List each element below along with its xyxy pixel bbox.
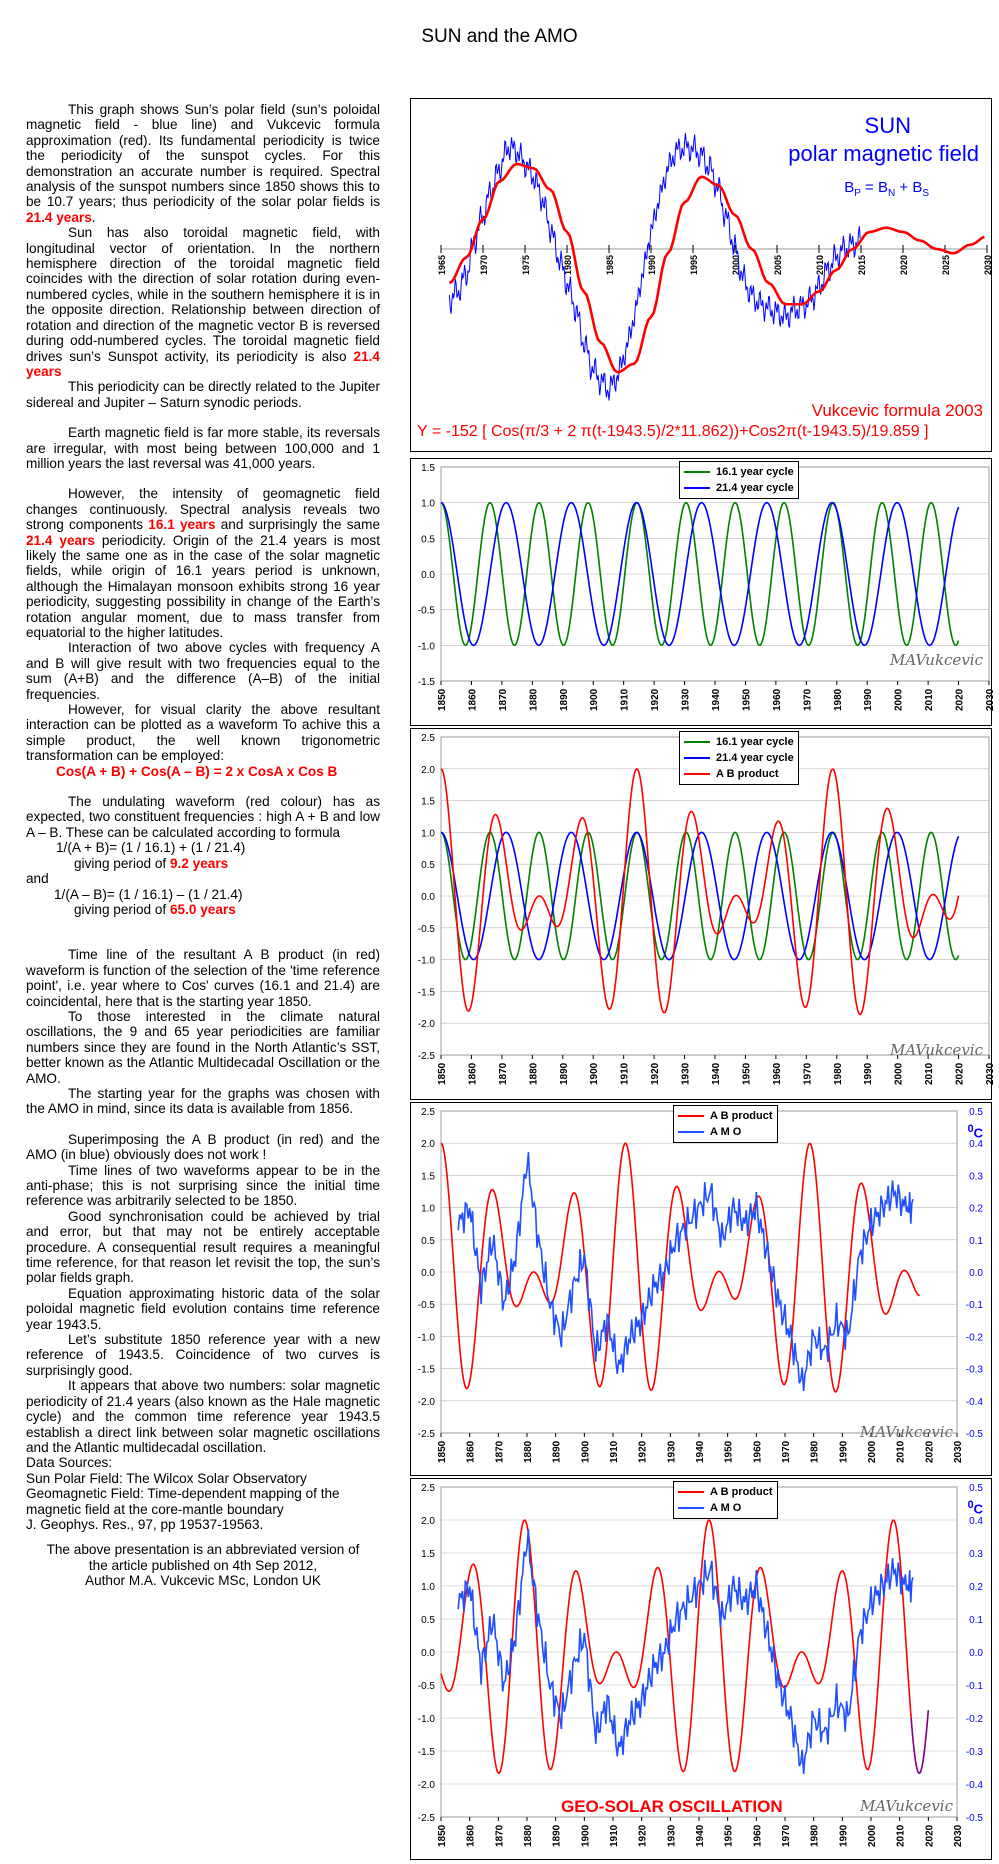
legend-item: 21.4 year cycle xyxy=(684,480,794,496)
x-tick-label: 2010 xyxy=(815,254,825,275)
paragraph: The undulating waveform (red colour) has as expected, two constituent frequencies : high A + B and low A – B. These can be calculated according to formula xyxy=(26,794,380,840)
x-tick-label: 1870 xyxy=(497,688,509,711)
x-tick-label: 1950 xyxy=(723,1824,735,1847)
x-tick-label: 1920 xyxy=(637,1824,649,1847)
x-tick-label: 1950 xyxy=(741,688,753,711)
x-tick-label: 1960 xyxy=(771,1062,783,1085)
legend-item: A B product xyxy=(678,1484,773,1500)
x-tick-label: 2030 xyxy=(983,254,993,275)
series-line xyxy=(458,1529,913,1774)
page-title: SUN and the AMO xyxy=(421,26,578,47)
y-tick-label: -2.0 xyxy=(417,1780,435,1791)
paragraph: However, the intensity of geomagnetic field changes continuously. Spectral analysis reveals two strong components 16.1 years and surprisingly the same 21.4 years periodicity. Origin of the 21.4 years is most likely the same one as in the case of the solar magnetic fields, while origin of 16.1 years period is unknown, although the Himalayan monsoon exhibits strong 16 year periodicity, suggesting possibility in change of the Earth’s rotation angular moment, due to mass transfer from equatorial to the higher latitudes. xyxy=(26,486,381,640)
x-tick-label: 1870 xyxy=(494,1824,506,1847)
x-tick-label: 1930 xyxy=(680,1062,692,1085)
x-tick-label: 1980 xyxy=(809,1440,821,1463)
formula-sum: 1/(A + B)= (1 / 16.1) + (1 / 21.4) xyxy=(56,840,246,856)
y-tick-label: -1.0 xyxy=(417,641,435,653)
geo-solar-chart xyxy=(410,1478,992,1860)
product-legend xyxy=(679,731,799,785)
paragraph: The starting year for the graphs was chosen with the AMO in mind, since its data is available from 1856. xyxy=(26,1085,380,1117)
sun-title-line: SUN xyxy=(864,113,911,138)
x-tick-label: 1890 xyxy=(551,1440,563,1463)
y2-tick-label: 0.4 xyxy=(969,1516,983,1527)
legend-item: A M O xyxy=(678,1124,773,1140)
x-tick-label: 1970 xyxy=(781,1440,792,1463)
y-tick-label: -0.5 xyxy=(417,1300,435,1312)
y-tick-label: 2.5 xyxy=(421,1483,435,1494)
paragraph: Time line of the resultant A B product (in red) waveform is function of the selection of the 'time reference point', i.e. year where to Cos' curves (16.1 and 21.4) are coincidental, here that is the starting year 1850. xyxy=(26,947,380,1009)
amo-1850-chart-svg xyxy=(411,1103,991,1475)
footnote: The above presentation is an abbreviated version of xyxy=(46,1542,360,1558)
y-tick-label: 0.0 xyxy=(421,570,435,581)
x-tick-label: 2020 xyxy=(954,1062,966,1085)
y2-tick-label: -0.4 xyxy=(965,1396,983,1408)
legend-item: 16.1 year cycle xyxy=(684,734,794,750)
y-tick-label: -1.5 xyxy=(417,677,435,688)
x-tick-label: 2030 xyxy=(953,1440,964,1463)
y-tick-label: 1.0 xyxy=(421,1582,435,1593)
x-tick-label: 2005 xyxy=(773,254,783,275)
formula-period: giving period of 9.2 years xyxy=(74,855,229,871)
x-tick-label: 1920 xyxy=(650,1062,662,1085)
y-tick-label: 1.0 xyxy=(421,1203,435,1215)
x-tick-label: 1880 xyxy=(523,1824,534,1847)
y2-tick-label: -0.2 xyxy=(965,1714,983,1725)
x-tick-label: 2030 xyxy=(953,1824,964,1847)
x-tick-label: 1850 xyxy=(437,1062,448,1085)
y-tick-label: -1.5 xyxy=(417,987,435,999)
y2-tick-label: -0.5 xyxy=(965,1813,983,1824)
y-tick-label: -0.5 xyxy=(417,605,435,617)
y2-tick-label: -0.5 xyxy=(965,1429,983,1440)
paragraph: Let’s substitute 1850 reference year with a new reference of 1943.5. Coincidence of two curves is surprisingly good. xyxy=(26,1332,380,1378)
x-tick-label: 1980 xyxy=(563,254,573,275)
article-text xyxy=(26,102,380,1589)
x-tick-label: 1900 xyxy=(589,1062,601,1085)
y-tick-label: 0.0 xyxy=(421,1268,435,1279)
y-tick-label: 0.5 xyxy=(421,860,435,872)
and-text: and xyxy=(26,871,49,887)
y2-tick-label: 0.3 xyxy=(969,1549,983,1560)
x-tick-label: 2010 xyxy=(895,1824,907,1847)
x-tick-label: 1930 xyxy=(666,1440,678,1463)
x-tick-label: 1900 xyxy=(580,1440,592,1463)
x-tick-label: 2020 xyxy=(924,1824,936,1847)
y2-tick-label: 0.0 xyxy=(969,1648,983,1659)
x-tick-label: 1890 xyxy=(558,688,570,711)
y2-unit: $^0$C xyxy=(967,1123,983,1141)
x-tick-label: 2020 xyxy=(924,1440,936,1463)
y2-tick-label: 0.1 xyxy=(969,1235,983,1247)
y-tick-label: 1.5 xyxy=(421,463,435,474)
y2-tick-label: -0.1 xyxy=(965,1300,983,1312)
legend-item: 21.4 year cycle xyxy=(684,750,794,766)
x-tick-label: 2010 xyxy=(924,688,936,711)
x-tick-label: 1890 xyxy=(558,1062,570,1085)
x-tick-label: 1910 xyxy=(609,1440,620,1463)
x-tick-label: 1965 xyxy=(437,254,447,275)
x-tick-label: 1950 xyxy=(741,1062,753,1085)
y-tick-label: 2.0 xyxy=(421,764,435,776)
x-tick-label: 2020 xyxy=(954,688,966,711)
paragraph: Sun has also toroidal magnetic field, with longitudinal vector of orientation. In the northern hemisphere direction of the toroidal magnetic field coincides with the direction of solar rotation during even-numbered cycles, while in the southern hemisphere it is in the opposite direction. Relationship between direction of rotation and direction of the magnetic vector B is reversed during odd-numbered cycles. The toroidal magnetic field drives sun’s Sunspot activity, its periodicity is also 21.4 years xyxy=(26,225,380,379)
y-tick-label: 0.5 xyxy=(421,1235,435,1247)
x-tick-label: 1930 xyxy=(666,1824,678,1847)
y-tick-label: -2.5 xyxy=(417,1429,435,1440)
x-tick-label: 1990 xyxy=(838,1824,850,1847)
x-tick-label: 1990 xyxy=(647,254,657,275)
paragraph: However, for visual clarity the above resultant interaction can be plotted as a waveform To achive this a simple product, the well known trigonometric transformation can be employed: xyxy=(26,702,380,764)
x-tick-label: 1870 xyxy=(497,1062,509,1085)
y-tick-label: 1.0 xyxy=(421,498,435,510)
product-chart xyxy=(410,728,996,1100)
x-tick-label: 1970 xyxy=(802,1062,814,1085)
signature: MAVukcevic xyxy=(859,1423,953,1441)
y-tick-label: 2.0 xyxy=(421,1139,435,1151)
x-tick-label: 1995 xyxy=(689,254,699,275)
paragraph: Time lines of two waveforms appear to be in the anti-phase; this is not surprising since the initial time reference was arbitrarily selected to be 1850. xyxy=(26,1162,380,1209)
x-tick-label: 1990 xyxy=(863,1062,875,1085)
sun-polar-field-chart xyxy=(410,98,992,452)
x-tick-label: 1900 xyxy=(589,688,601,711)
y-tick-label: 0.0 xyxy=(421,892,435,903)
y2-tick-label: 0.2 xyxy=(969,1582,983,1593)
x-tick-label: 1990 xyxy=(863,688,875,711)
cycles-chart xyxy=(410,458,996,726)
x-tick-label: 1920 xyxy=(637,1440,649,1463)
x-tick-label: 1910 xyxy=(619,688,631,711)
x-tick-label: 2010 xyxy=(924,1062,936,1085)
y-tick-label: 1.5 xyxy=(421,796,435,808)
y2-tick-label: 0.5 xyxy=(969,1107,983,1118)
paragraph: This graph shows Sun’s polar field (sun’s poloidal magnetic field - blue line) and Vukcevic formula approximation (red). Its fundamental periodicity is twice the periodicity of the sunspot cycles. For this demonstration an accurate number is required. Spectral analysis of the sunspot numbers since 1850 shows this to be 10.7 years; thus periodicity of the solar polar fields is 21.4 years. xyxy=(26,102,380,225)
y-tick-label: 0.5 xyxy=(421,1615,435,1626)
footnote: Author M.A. Vukcevic MSc, London UK xyxy=(85,1573,321,1589)
y2-tick-label: 0.0 xyxy=(969,1268,983,1279)
x-tick-label: 1990 xyxy=(838,1440,850,1463)
y2-unit: $^0$C xyxy=(967,1499,983,1517)
x-tick-label: 1850 xyxy=(437,1440,448,1463)
amo-1850-chart xyxy=(410,1102,992,1476)
y-tick-label: -2.0 xyxy=(417,1019,435,1031)
series-line xyxy=(911,1710,928,1773)
cycles-legend xyxy=(679,461,799,499)
legend-item: A B product xyxy=(684,766,794,782)
x-tick-label: 1880 xyxy=(528,688,540,711)
x-tick-label: 1940 xyxy=(695,1824,706,1847)
paragraph: To those interested in the climate natural oscillations, the 9 and 65 year periodicities are familiar numbers since they are found in the North Atlantic’s SST, better known as the Atlantic Multidecadal Oscillation or the AMO. xyxy=(26,1008,380,1086)
trig-identity: Cos(A + B) + Cos(A – B) = 2 x CosA x Cos B xyxy=(56,763,338,779)
x-tick-label: 1940 xyxy=(695,1440,706,1463)
x-tick-label: 2025 xyxy=(941,254,951,275)
x-tick-label: 1970 xyxy=(781,1824,792,1847)
x-tick-label: 2000 xyxy=(867,1440,878,1463)
x-tick-label: 1940 xyxy=(711,688,722,711)
x-tick-label: 2010 xyxy=(895,1440,907,1463)
y-tick-label: 1.5 xyxy=(421,1549,435,1560)
y-tick-label: -1.0 xyxy=(417,1332,435,1344)
paragraph: Superimposing the A B product (in red) and the AMO (in blue) obviously does not work ! xyxy=(26,1131,380,1163)
series-line xyxy=(458,1152,913,1391)
y2-tick-label: 0.5 xyxy=(969,1483,983,1494)
sun-equation: $B_P = B_N + B_S$ xyxy=(844,179,929,199)
y-tick-label: 1.0 xyxy=(421,828,435,840)
paragraph: Equation approximating historic data of the solar poloidal magnetic field evolution contains time reference year 1943.5. xyxy=(26,1285,380,1332)
x-tick-label: 1970 xyxy=(479,254,489,275)
amo-legend xyxy=(673,1105,778,1143)
x-tick-label: 1860 xyxy=(465,1824,477,1847)
y2-tick-label: -0.4 xyxy=(965,1780,983,1791)
x-tick-label: 1960 xyxy=(752,1824,764,1847)
data-source: Geomagnetic Field: Time-dependent mapping of the magnetic field at the core-mantle boundary xyxy=(26,1486,340,1517)
formula-diff: 1/(A – B)= (1 / 16.1) – (1 / 21.4) xyxy=(54,886,243,902)
data-source: Sun Polar Field: The Wilcox Solar Observatory xyxy=(26,1470,307,1486)
x-tick-label: 1985 xyxy=(605,254,615,275)
x-tick-label: 1880 xyxy=(523,1440,534,1463)
y-tick-label: 2.5 xyxy=(421,733,435,744)
paragraph: It appears that above two numbers: solar magnetic periodicity of 21.4 years (also known as the Hale magnetic cycle) and the common time reference year 1943.5 establish a direct link between solar magnetic oscillations and the Atlantic multidecadal oscillation. xyxy=(26,1378,380,1455)
y-tick-label: -1.5 xyxy=(417,1747,435,1758)
x-tick-label: 1980 xyxy=(809,1824,821,1847)
signature: MAVukcevic xyxy=(859,1797,953,1815)
formula-text: Y = -152 [ Cos(π/3 + 2 π(t-1943.5)/2*11.862))+Cos2π(t-1943.5)/19.859 ] xyxy=(417,423,929,440)
formula-period: giving period of 65.0 years xyxy=(74,901,236,917)
y2-tick-label: 0.3 xyxy=(969,1171,983,1183)
geo-solar-caption: GEO-SOLAR OSCILLATION xyxy=(561,1797,783,1816)
x-tick-label: 1960 xyxy=(752,1440,764,1463)
data-source: J. Geophys. Res., 97, pp 19537-19563. xyxy=(26,1516,264,1532)
legend-item: 16.1 year cycle xyxy=(684,464,794,480)
x-tick-label: 2030 xyxy=(985,1062,996,1085)
x-tick-label: 2030 xyxy=(985,688,996,711)
signature: MAVukcevic xyxy=(889,651,983,669)
y2-tick-label: -0.3 xyxy=(965,1747,983,1758)
formula-title: Vukcevic formula 2003 xyxy=(811,401,983,420)
y-tick-label: 0.5 xyxy=(421,534,435,546)
legend-item: A M O xyxy=(678,1500,773,1516)
x-tick-label: 2000 xyxy=(731,254,741,275)
y-tick-label: -0.5 xyxy=(417,1681,435,1692)
y2-tick-label: 0.2 xyxy=(969,1203,983,1215)
y-tick-label: -0.5 xyxy=(417,923,435,935)
x-tick-label: 1870 xyxy=(494,1440,506,1463)
y2-tick-label: -0.3 xyxy=(965,1364,983,1376)
x-tick-label: 1860 xyxy=(465,1440,477,1463)
y-tick-label: -1.0 xyxy=(417,1714,435,1725)
x-tick-label: 1880 xyxy=(528,1062,540,1085)
x-tick-label: 2000 xyxy=(893,1062,905,1085)
y-tick-label: 2.0 xyxy=(421,1516,435,1527)
x-tick-label: 1910 xyxy=(609,1824,620,1847)
signature: MAVukcevic xyxy=(889,1041,983,1059)
x-tick-label: 2020 xyxy=(899,254,909,275)
legend-item: A B product xyxy=(678,1108,773,1124)
x-tick-label: 1850 xyxy=(437,688,448,711)
paragraph: Interaction of two above cycles with frequency A and B will give result with two frequencies equal to the sum (A+B) and the difference (A–B) of the initial frequencies. xyxy=(26,640,380,702)
paragraph: Earth magnetic field is far more stable, its reversals are irregular, with most being between 100,000 and 1 million years the last reversal was 41,000 years. xyxy=(26,425,380,471)
y2-tick-label: -0.2 xyxy=(965,1332,983,1344)
y-tick-label: -1.0 xyxy=(417,955,435,967)
x-tick-label: 1970 xyxy=(802,688,814,711)
sun-title xyxy=(865,113,911,139)
x-tick-label: 2000 xyxy=(893,688,905,711)
y-tick-label: 0.0 xyxy=(421,1648,435,1659)
x-tick-label: 1910 xyxy=(619,1062,631,1085)
sun-subtitle: polar magnetic field xyxy=(788,141,979,166)
paragraph: This periodicity can be directly related to the Jupiter sidereal and Jupiter – Saturn synodic periods. xyxy=(26,379,380,410)
x-tick-label: 1975 xyxy=(521,254,531,275)
y-tick-label: 1.5 xyxy=(421,1171,435,1183)
x-tick-label: 1940 xyxy=(711,1062,722,1085)
y-tick-label: 2.5 xyxy=(421,1107,435,1118)
y-tick-label: -2.5 xyxy=(417,1813,435,1824)
x-tick-label: 1860 xyxy=(467,1062,479,1085)
geo-legend xyxy=(673,1481,778,1519)
x-tick-label: 1950 xyxy=(723,1440,735,1463)
x-tick-label: 1980 xyxy=(832,1062,844,1085)
footnote: the article published on 4th Sep 2012, xyxy=(88,1557,318,1573)
y-tick-label: -2.0 xyxy=(417,1396,435,1408)
x-tick-label: 1980 xyxy=(832,688,844,711)
x-tick-label: 2015 xyxy=(857,254,867,275)
y2-tick-label: -0.1 xyxy=(965,1681,983,1692)
y2-tick-label: 0.1 xyxy=(969,1615,983,1626)
x-tick-label: 1930 xyxy=(680,688,692,711)
x-tick-label: 1920 xyxy=(650,688,662,711)
data-sources-heading: Data Sources: xyxy=(26,1455,113,1471)
x-tick-label: 1860 xyxy=(467,688,479,711)
x-tick-label: 2000 xyxy=(867,1824,878,1847)
paragraph: Good synchronisation could be achieved by trial and error, but that may not be entirely acceptable procedure. A consequential result requires a meaningful time reference, for that reason let revisit the top, the sun’s polar fields graph. xyxy=(26,1208,380,1286)
y-tick-label: -2.5 xyxy=(417,1051,435,1062)
x-tick-label: 1960 xyxy=(771,688,783,711)
x-tick-label: 1900 xyxy=(580,1824,592,1847)
x-tick-label: 1850 xyxy=(437,1824,448,1847)
y2-tick-label: 0.4 xyxy=(969,1139,983,1151)
y-tick-label: -1.5 xyxy=(417,1364,435,1376)
x-tick-label: 1890 xyxy=(551,1824,563,1847)
